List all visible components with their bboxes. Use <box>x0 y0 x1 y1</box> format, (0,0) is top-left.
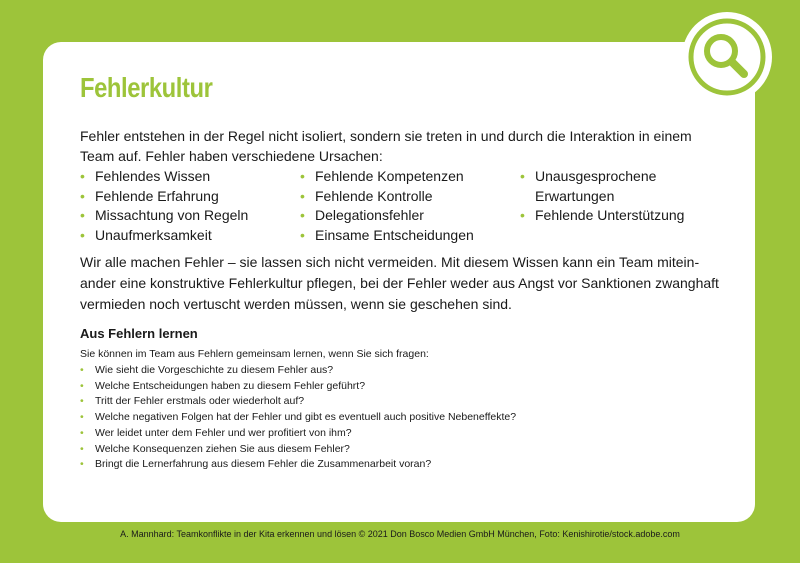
body-paragraph: Wir alle machen Fehler – sie lassen sich nicht vermeiden. Mit diesem Wissen kann ein Team miteinander eine konstruktive Fehlerkultur pflegen, bei der Fehler weder aus Angst vor Sanktionen zwanghaft vermieden noch vertuscht werden müssen, wenn sie geschehen sind. <box>80 254 719 312</box>
list-item: • Welche negativen Folgen hat der Fehler und gibt es eventuell auch positive Nebeneffekte? <box>80 410 720 426</box>
list-item: • Wie sieht die Vorgeschichte zu diesem Fehler aus? <box>80 363 720 379</box>
list-item: • Unaufmerksamkeit <box>80 226 290 246</box>
magnifier-icon <box>682 12 772 102</box>
causes-column-3 <box>520 167 720 226</box>
list-item: • Fehlende Kontrolle <box>300 187 515 207</box>
causes-column-2 <box>300 167 515 245</box>
list-item: • Einsame Entscheidungen <box>300 226 515 246</box>
section-heading: Aus Fehlern lernen <box>80 326 198 341</box>
section-lead: Sie können im Team aus Fehlern gemeinsam lernen, wenn Sie sich fragen: <box>80 348 429 360</box>
list-item: • Fehlende Unterstützung <box>520 206 720 226</box>
intro-text: Fehler entstehen in der Regel nicht isoliert, sondern sie treten in und durch die Interaktion in einem Team auf. Fehler haben verschiedene Ursachen: <box>80 128 692 164</box>
list-item: • Fehlende Erfahrung <box>80 187 290 207</box>
magnifier-badge <box>682 12 772 102</box>
page-title: Fehlerkultur <box>80 72 213 103</box>
list-item: • Wer leidet unter dem Fehler und wer profitiert von ihm? <box>80 426 720 442</box>
list-item: • Welche Konsequenzen ziehen Sie aus diesem Fehler? <box>80 442 720 458</box>
list-item: • Welche Entscheidungen haben zu diesem Fehler geführt? <box>80 379 720 395</box>
list-item: • Delegationsfehler <box>300 206 515 226</box>
questions-list <box>80 363 720 473</box>
list-item: • Unausgesprochene Erwartungen <box>520 167 720 206</box>
list-item: • Tritt der Fehler erstmals oder wiederholt auf? <box>80 394 720 410</box>
list-item: • Fehlende Kompetenzen <box>300 167 515 187</box>
causes-column-1 <box>80 167 290 245</box>
list-item: • Bringt die Lernerfahrung aus diesem Fehler die Zusammenarbeit voran? <box>80 457 720 473</box>
list-item: • Fehlendes Wissen <box>80 167 290 187</box>
footer-credit: A. Mannhard: Teamkonflikte in der Kita erkennen und lösen © 2021 Don Bosco Medien GmbH München, Foto: Kenishirotie/stock.adobe.com <box>120 529 680 539</box>
list-item: • Missachtung von Regeln <box>80 206 290 226</box>
